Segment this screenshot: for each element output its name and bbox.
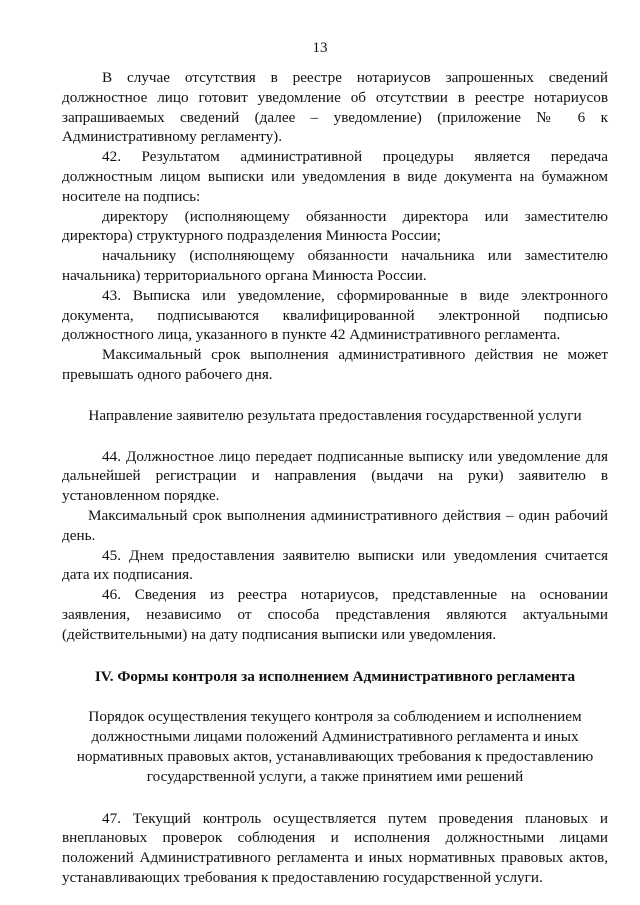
paragraph-head: начальнику (исполняющему обязанности начальника или заместителю начальника) территориального органа Минюста России. xyxy=(62,247,608,284)
subheading-result-delivery: Направление заявителю результата предоставления государственной услуги xyxy=(88,406,582,424)
paragraph-47: 47. Текущий контроль осуществляется путем проведения плановых и внеплановых проверок соблюдения и исполнения должностными лицами положений Административного регламента и иных нормативных правовых актов, устанавливающих требования к предоставлению государственной услуги. xyxy=(62,809,608,886)
paragraph-46: 46. Сведения из реестра нотариусов, представленные на основании заявления, независимо от способа представления являются актуальными (действительными) на дату подписания выписки или уведомления. xyxy=(62,586,608,643)
paragraph-max-term-2: Максимальный срок выполнения административного действия – один рабочий день. xyxy=(62,506,608,544)
paragraph-44: 44. Должностное лицо передает подписанные выписку или уведомление для дальнейшей регистрации и направления (выдачи на руки) заявителю в установленном порядке. xyxy=(62,447,608,505)
subheading-current-control: Порядок осуществления текущего контроля за соблюдением и исполнением должностными лицами положений Административного регламента и иных нормативных правовых актов, устанавливающих требования к предоставлению государственной услуги, а также принятием ими решений xyxy=(76,708,594,785)
page-number: 13 xyxy=(312,40,328,56)
paragraph-no-records: В случае отсутствия в реестре нотариусов запрошенных сведений должностное лицо готовит уведомление об отсутствии в реестре нотариусов запрашиваемых сведений (далее – уведомление) (приложение № 6 к Административному регламенту). xyxy=(62,69,608,146)
paragraph-43: 43. Выписка или уведомление, сформированные в виде электронного документа, подписываются квалифицированной электронной подписью должностного лица, указанного в пункте 42 Административного регламента. xyxy=(62,286,608,344)
paragraph-max-term-1: Максимальный срок выполнения административного действия не может превышать одного рабочего дня. xyxy=(62,346,608,383)
paragraph-45: 45. Днем предоставления заявителю выписки или уведомления считается дата их подписания. xyxy=(62,546,608,584)
section-title: IV. Формы контроля за исполнением Административного регламента xyxy=(94,667,576,685)
paragraph-director: директору (исполняющему обязанности директора или заместителю директора) структурного подразделения Минюста России; xyxy=(62,207,608,245)
paragraph-42: 42. Результатом административной процедуры является передача должностным лицом выписки или уведомления в виде документа на бумажном носителе на подпись: xyxy=(62,148,608,205)
document-body xyxy=(62,68,608,888)
